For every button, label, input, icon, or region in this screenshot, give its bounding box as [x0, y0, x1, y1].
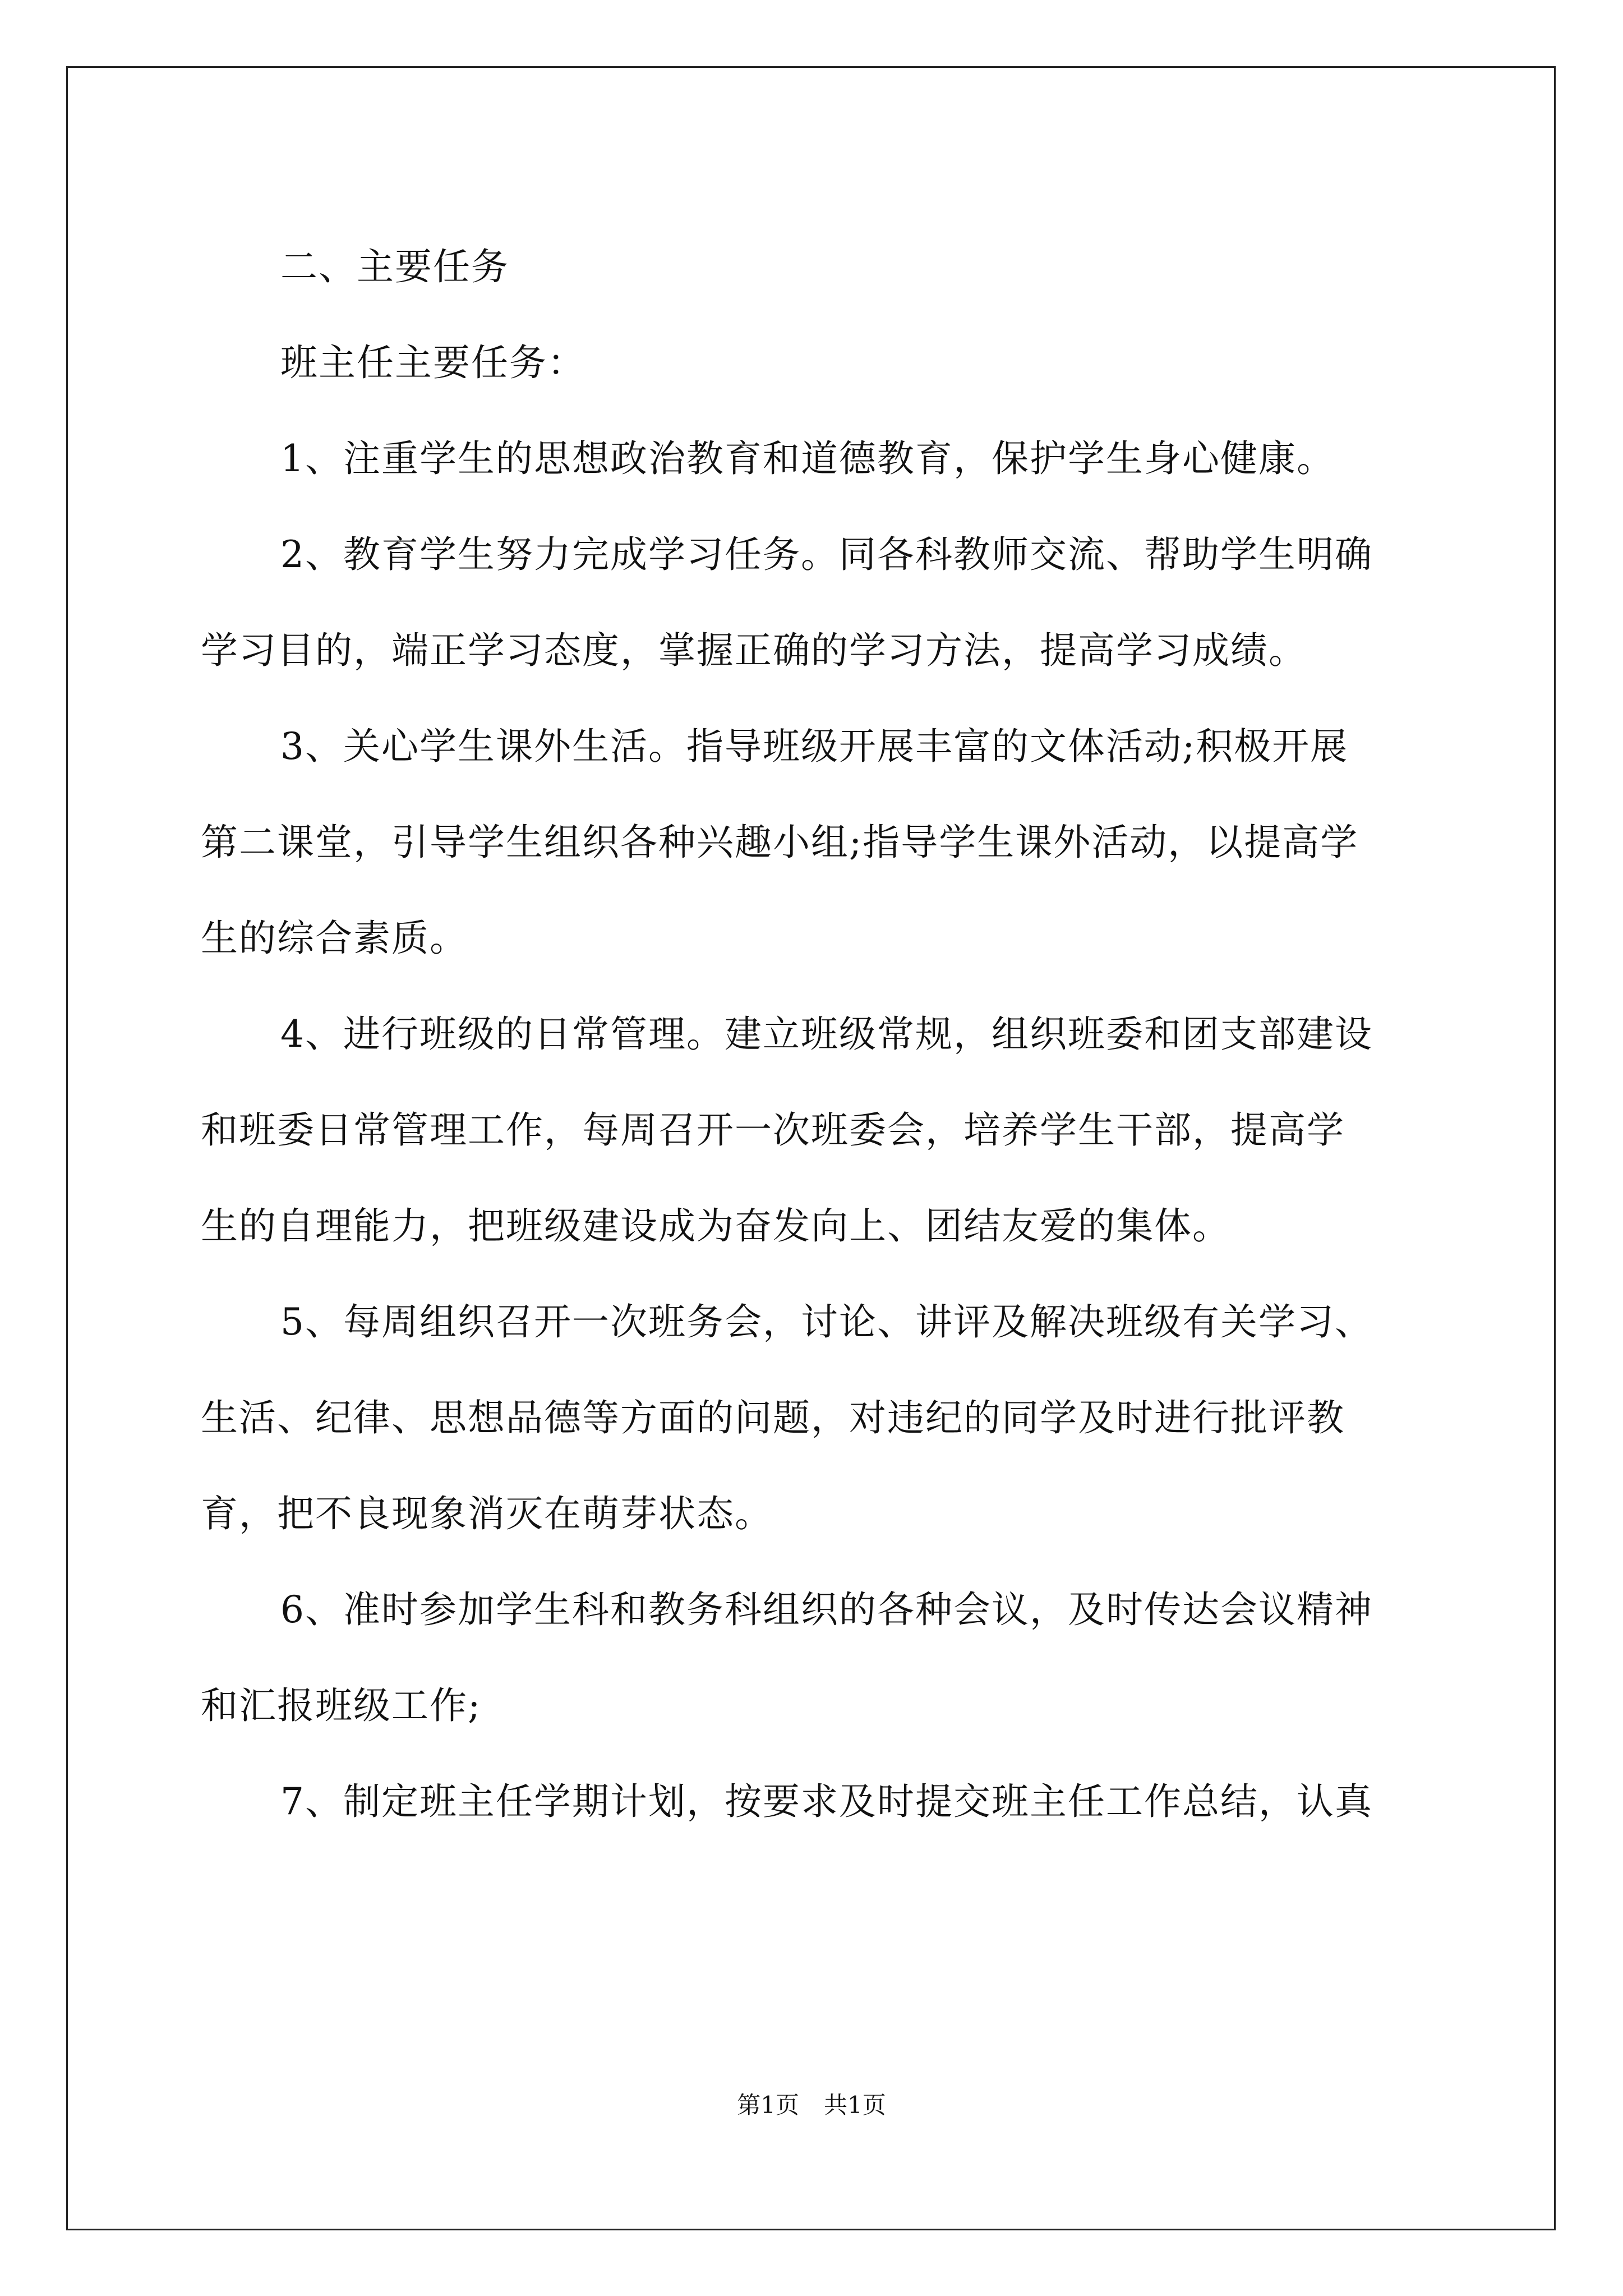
text-line: 第二课堂，引导学生组织各种兴趣小组;指导学生课外活动，以提高学 — [201, 821, 1359, 864]
text-line: 学习目的，端正学习态度，掌握正确的学习方法，提高学习成绩。 — [201, 629, 1307, 672]
text-line: 4、进行班级的日常管理。建立班级常规，组织班委和团支部建设 — [280, 1013, 1373, 1056]
text-line: 和班委日常管理工作，每周召开一次班委会，培养学生干部，提高学 — [201, 1108, 1345, 1152]
text-line: 6、准时参加学生科和教务科组织的各种会议，及时传达会议精神 — [280, 1588, 1373, 1631]
text-line: 生的自理能力，把班级建设成为奋发向上、团结友爱的集体。 — [201, 1204, 1230, 1248]
text-line: 班主任主要任务： — [280, 341, 585, 384]
text-line: 5、每周组织召开一次班务会，讨论、讲评及解决班级有关学习、 — [280, 1300, 1373, 1343]
page-number: 第1页 — [737, 2091, 799, 2119]
text-line: 二、主要任务 — [280, 245, 509, 288]
text-line: 生活、纪律、思想品德等方面的问题，对违纪的同学及时进行批评教 — [201, 1396, 1345, 1439]
page-total: 共1页 — [824, 2091, 886, 2119]
text-line: 1、注重学生的思想政治教育和道德教育，保护学生身心健康。 — [280, 437, 1335, 480]
page-footer — [0, 2087, 1623, 2120]
text-line: 7、制定班主任学期计划，按要求及时提交班主任工作总结，认真 — [280, 1780, 1373, 1823]
text-line: 2、教育学生努力完成学习任务。同各科教师交流、帮助学生明确 — [280, 533, 1373, 576]
text-line: 和汇报班级工作; — [201, 1684, 482, 1727]
text-line: 生的综合素质。 — [201, 917, 468, 960]
text-line: 育，把不良现象消灭在萌芽状态。 — [201, 1492, 773, 1535]
document-body — [201, 219, 1423, 1849]
text-line: 3、关心学生课外生活。指导班级开展丰富的文体活动;积极开展 — [280, 725, 1349, 768]
